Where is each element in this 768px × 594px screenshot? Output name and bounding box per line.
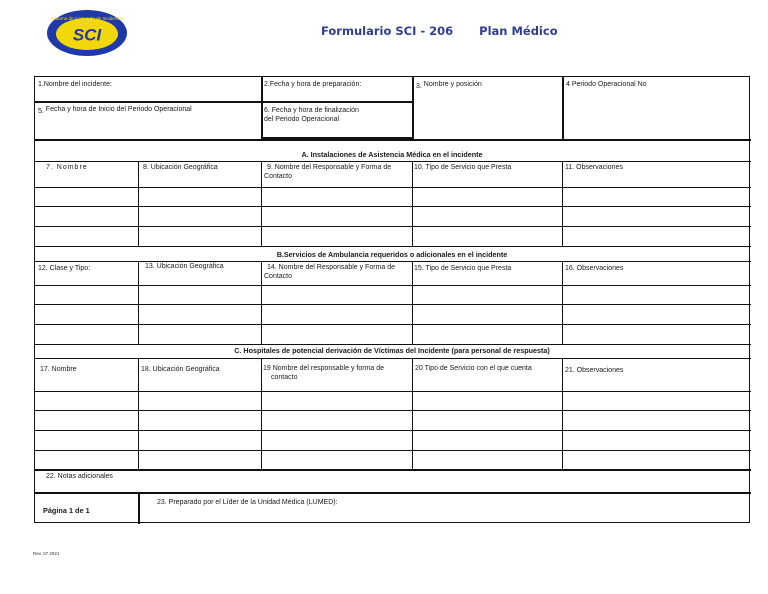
divider [35, 101, 413, 103]
table-row [35, 391, 751, 392]
page-title [321, 24, 558, 38]
section-c-col-1: 17. Nombre [40, 366, 77, 373]
logo-text: SCI [72, 25, 102, 45]
section-a-title: A. Instalaciones de Asistencia Médica en el incidente [301, 150, 483, 159]
divider [35, 261, 751, 262]
divider [562, 161, 563, 246]
section-a-col-5: 11. Observaciones [565, 164, 623, 171]
table-row [35, 206, 751, 207]
section-b-title: B.Servicios de Ambulancia requeridos o adicionales en el incidente [276, 250, 508, 259]
section-c-col-3: 19 Nombre del responsable y forma de contacto [263, 365, 385, 381]
table-row [35, 430, 751, 431]
section-c-col-4: 20 Tipo de Servicio con el que cuenta [415, 365, 532, 372]
divider [412, 261, 413, 344]
form-title: Formulario SCI - 206 [321, 24, 454, 38]
page-number: Página 1 de 1 [43, 506, 90, 515]
divider [261, 77, 263, 137]
divider [562, 261, 563, 344]
section-c-col-5: 21. Observaciones [565, 367, 624, 374]
divider [35, 161, 751, 162]
form-grid [34, 76, 750, 523]
divider [261, 358, 262, 469]
divider [138, 261, 139, 344]
table-row [35, 324, 751, 325]
table-row [35, 246, 751, 247]
start-datetime-label: 5. Fecha y hora de Inicio del Periodo Operacional [38, 106, 192, 115]
table-row [35, 450, 751, 451]
section-a-col-3: 9. Nombre del Responsable y Forma de Contacto [264, 164, 392, 180]
table-row [35, 285, 751, 286]
table-row [35, 304, 751, 305]
section-c-title: C. Hospitales de potencial derivación de Víctimas del Incidente (para personal de respuesta) [234, 346, 550, 355]
incident-name-label: 1.Nombre del incidente: [38, 81, 112, 88]
divider [412, 77, 414, 139]
divider [261, 161, 262, 246]
logo-ring-text: Sistema de Comando de Incidentes [50, 16, 124, 21]
prep-datetime-label: 2.Fecha y hora de preparación: [264, 81, 362, 88]
section-b-col-5: 16. Observaciones [565, 265, 624, 272]
divider [412, 161, 413, 246]
table-row [35, 410, 751, 411]
section-a-col-1: 7. Nombre [46, 164, 88, 171]
section-b-col-1: 12. Clase y Tipo: [38, 265, 91, 272]
section-b-col-2: 13. Ubicación Geográfica [145, 263, 224, 270]
section-b-col-4: 15. Tipo de Servicio que Presta [414, 265, 512, 272]
divider [35, 358, 751, 359]
divider [138, 492, 140, 524]
revision-note: Rev. 07 2021 [33, 551, 60, 556]
divider [35, 492, 751, 494]
notes-label: 22. Notas adicionales [46, 473, 113, 480]
table-row [35, 187, 751, 188]
divider [35, 139, 751, 141]
divider [562, 358, 563, 469]
divider [562, 77, 564, 139]
section-a-col-4: 10. Tipo de Servicio que Presta [414, 164, 512, 171]
prepared-by-label: 23. Preparado por el Líder de la Unidad Médica (LUMED): [157, 499, 338, 506]
name-position-label: 3. Nombre y posición [416, 81, 482, 90]
table-row [35, 226, 751, 227]
section-a-col-2: 8. Ubicación Geográfica [143, 164, 218, 171]
operational-period-label: 4 Periodo Operacional No [566, 81, 647, 88]
divider [412, 358, 413, 469]
section-b-col-3: 14. Nombre del Responsable y Forma de Contacto [264, 264, 396, 280]
divider [138, 358, 139, 469]
divider [35, 469, 751, 471]
end-datetime-label: 6. Fecha y hora de finalización del Periodo Operacional [264, 107, 359, 123]
divider [261, 261, 262, 344]
table-row [35, 344, 751, 345]
plan-title: Plan Médico [479, 24, 558, 38]
section-c-col-2: 18. Ubicación Geográfica [141, 366, 220, 373]
sci-logo [46, 9, 128, 57]
divider [138, 161, 139, 246]
